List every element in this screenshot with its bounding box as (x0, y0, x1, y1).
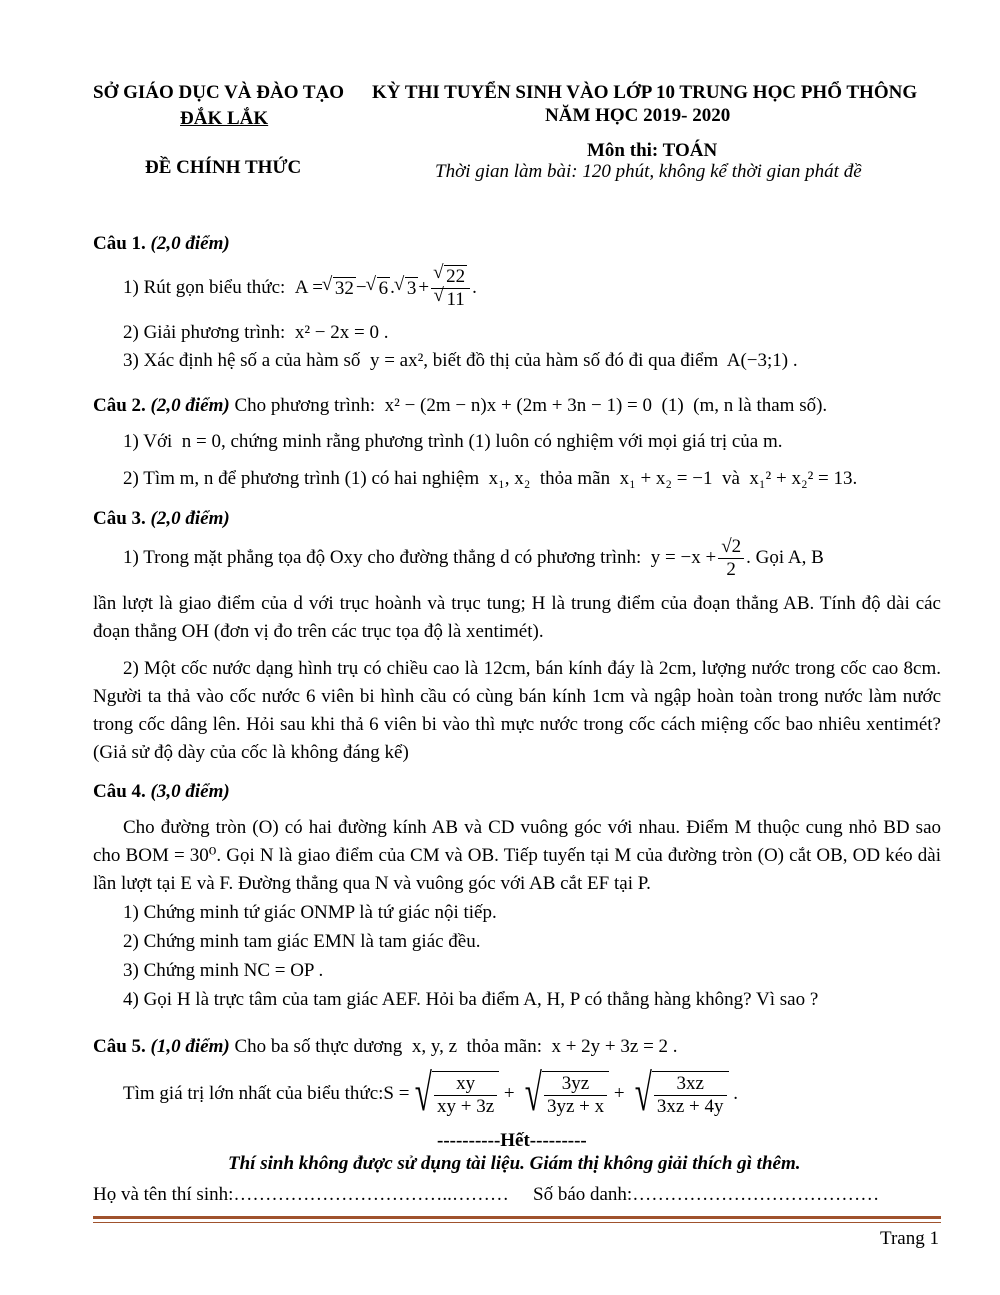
question-1-header (93, 233, 230, 255)
q3-p1-eq: y = −x + (650, 547, 717, 568)
province-name: ĐẮK LẮK (180, 108, 269, 129)
subject: Môn thi: TOÁN (587, 140, 718, 161)
q1-p1-dot: . (390, 277, 395, 298)
question-3-part-1-line (123, 530, 824, 586)
q5-s-eq: S = (383, 1083, 410, 1104)
q2-p1-math: n = 0 (181, 431, 221, 452)
question-4-part-1: 1) Chứng minh tứ giác ONMP là tứ giác nội tiếp. (123, 902, 497, 923)
q5-cond-text: thỏa mãn: (466, 1036, 542, 1057)
q1-p3-math: y = ax² (369, 350, 424, 371)
q1-p3-text2: , biết đồ thị của hàm số đó đi qua điểm (423, 350, 719, 371)
q3-p1-numerator: √2 (718, 536, 744, 559)
time-allowed: Thời gian làm bài: 120 phút, không kể thời gian phát đề (435, 161, 862, 182)
q5-plus-2: + (613, 1083, 625, 1104)
q1-p2-math: x² − 2x = 0 . (294, 322, 389, 343)
question-5-expression (123, 1064, 738, 1124)
q5-t2-den: 3yz + x (546, 1095, 605, 1117)
question-1-part-3 (123, 350, 798, 372)
q2-p1-text: 1) Với (123, 431, 173, 452)
q2-p2-mid: thỏa mãn (539, 468, 611, 489)
q5-vars: x, y, z (411, 1036, 458, 1057)
question-2-part-1 (123, 431, 783, 453)
footer-divider-thick (93, 1216, 941, 1219)
q1-p1-plus: + (418, 277, 430, 298)
q1-p2-text: 2) Giải phương trình: (123, 322, 286, 343)
q1-p3-point: A(−3;1) . (726, 350, 798, 371)
q5-end: . (733, 1083, 739, 1104)
q2-p2-math3: x₁² + x₂² = 13. (749, 468, 858, 489)
q2-intro: Cho phương trình: (234, 395, 376, 416)
q1-p1-denominator: √ 11 (444, 288, 466, 310)
q5-plus-1: + (503, 1083, 515, 1104)
q1-p1-numerator: √ 22 (444, 265, 467, 287)
q3-p1-text: 1) Trong mặt phẳng tọa độ Oxy cho đường thẳng d có phương trình: (123, 547, 642, 568)
question-5-points: (1,0 điểm) (150, 1036, 230, 1057)
question-2-title: Câu 2. (93, 395, 146, 416)
question-4-part-3: 3) Chứng minh NC = OP . (123, 960, 324, 981)
q2-p2-text: 2) Tìm m, n để phương trình (1) có hai nghiệm (123, 468, 480, 489)
q2-p2-and: và (721, 468, 740, 489)
q5-intro: Cho ba số thực dương (234, 1036, 403, 1057)
candidate-name-field: Họ và tên thí sinh:……………………………..……… (93, 1184, 509, 1205)
exam-title: KỲ THI TUYỂN SINH VÀO LỚP 10 TRUNG HỌC PHỔ THÔNG (372, 82, 918, 103)
question-4-header (93, 781, 230, 803)
question-1-part-1 (123, 258, 477, 318)
q1-p1-text: 1) Rút gọn biểu thức: (123, 277, 286, 298)
q2-params: (m, n là tham số). (693, 395, 828, 416)
q1-p1-fraction (431, 266, 470, 311)
department-name: SỞ GIÁO DỤC VÀ ĐÀO TẠO (93, 82, 345, 103)
q5-term-2: √ $\frac{3yz}{3yz + x}$ (519, 1068, 609, 1120)
question-1-points: (2,0 điểm) (150, 233, 230, 254)
question-5-title: Câu 5. (93, 1036, 146, 1057)
question-1-title: Câu 1. (93, 233, 146, 254)
question-2-header (93, 395, 827, 417)
q1-p1-end: . (472, 277, 477, 298)
question-2-points: (2,0 điểm) (150, 395, 230, 416)
q1-p1-math-a: A = (294, 277, 323, 298)
question-3-header (93, 508, 230, 530)
q5-t1-num: xy (434, 1073, 497, 1096)
question-4-title: Câu 4. (93, 781, 146, 802)
q2-p1-rest: , chứng minh rằng phương trình (1) luôn có nghiệm với mọi giá trị của m. (221, 431, 783, 452)
q1-p1-root-3: √ 3 (405, 277, 419, 300)
candidate-id-field: Số báo danh:………………………………… (533, 1184, 880, 1205)
question-3-part-2: 2) Một cốc nước dạng hình trụ có chiều cao là 12cm, bán kính đáy là 2cm, lượng nước trong cốc cao 8cm. Người ta thả vào cốc nước 6 viên bi hình cầu có cùng bán kính 1cm và ngập hoàn toàn trong nước làm nước trong cốc dâng lên. Hỏi sau khi thả 6 viên bi vào thì mực nước trong cốc cách miệng cốc bao nhiêu xentimét? (Giả sử độ dày của cốc là không đáng kể) (93, 658, 941, 763)
end-marker: ----------Hết--------- (437, 1130, 587, 1151)
question-5-header (93, 1036, 678, 1058)
q1-p1-minus: − (355, 277, 367, 298)
q2-p2-math2: x₁ + x₂ = −1 (619, 468, 713, 489)
q1-p1-root-1: √ 32 (333, 277, 356, 300)
q5-condition: x + 2y + 3z = 2 . (551, 1036, 678, 1057)
q3-p1-continuation: lần lượt là giao điểm của d với trục hoành và trục tung; H là trung điểm của đoạn thẳng AB. Tính độ dài các đoạn thẳng OH (đơn vị đo trên các trục tọa độ là xentimét). (93, 593, 941, 642)
question-3-title: Câu 3. (93, 508, 146, 529)
question-4-points: (3,0 điểm) (150, 781, 230, 802)
page-number: Trang 1 (880, 1228, 939, 1249)
question-3-points: (2,0 điểm) (150, 508, 230, 529)
q3-p1-fraction (718, 536, 744, 581)
q5-find-text: Tìm giá trị lớn nhất của biểu thức: (123, 1083, 384, 1104)
question-4-intro: Cho đường tròn (O) có hai đường kính AB và CD vuông góc với nhau. Điểm M thuộc cung nhỏ BD sao cho BOM = 30⁰. Gọi N là giao điểm của CM và OB. Tiếp tuyến tại M của đường tròn (O) cắt OB, OD kéo dài lần lượt tại E và F. Đường thẳng qua N và vuông góc với AB cắt EF tại P. (93, 817, 941, 894)
q5-t1-den: xy + 3z (437, 1095, 495, 1117)
q1-p1-root-2: √ 6 (377, 277, 391, 300)
q3-p1-denominator: 2 (726, 558, 736, 580)
question-4-part-2: 2) Chứng minh tam giác EMN là tam giác đều. (123, 931, 481, 952)
official-label: ĐỀ CHÍNH THỨC (145, 157, 302, 178)
q5-term-1: √ $\frac{xy}{xy + 3z}$ (409, 1068, 499, 1120)
q2-equation: x² − (2m − n)x + (2m + 3n − 1) = 0 (384, 395, 652, 416)
q5-t2-num: 3yz (544, 1073, 607, 1096)
q5-t3-num: 3xz (654, 1073, 727, 1096)
q3-p1-tail: . Gọi A, B (746, 547, 824, 568)
q5-term-3: √ $\frac{3xz}{3xz + 4y}$ (629, 1068, 728, 1120)
footer-divider-thin (93, 1222, 941, 1223)
q2-equation-label: (1) (661, 395, 684, 416)
q1-p3-text: 3) Xác định hệ số a của hàm số (123, 350, 361, 371)
q5-t3-den: 3xz + 4y (656, 1095, 724, 1117)
question-2-part-2 (123, 468, 857, 490)
question-4-part-4: 4) Gọi H là trực tâm của tam giác AEF. Hỏi ba điểm A, H, P có thẳng hàng không? Vì sao ? (123, 989, 819, 1010)
school-year: NĂM HỌC 2019- 2020 (545, 105, 731, 126)
exam-note: Thí sinh không được sử dụng tài liệu. Giám thị không giải thích gì thêm. (228, 1153, 801, 1174)
question-1-part-2 (123, 322, 388, 344)
q2-p2-math1: x₁, x₂ (488, 468, 531, 489)
